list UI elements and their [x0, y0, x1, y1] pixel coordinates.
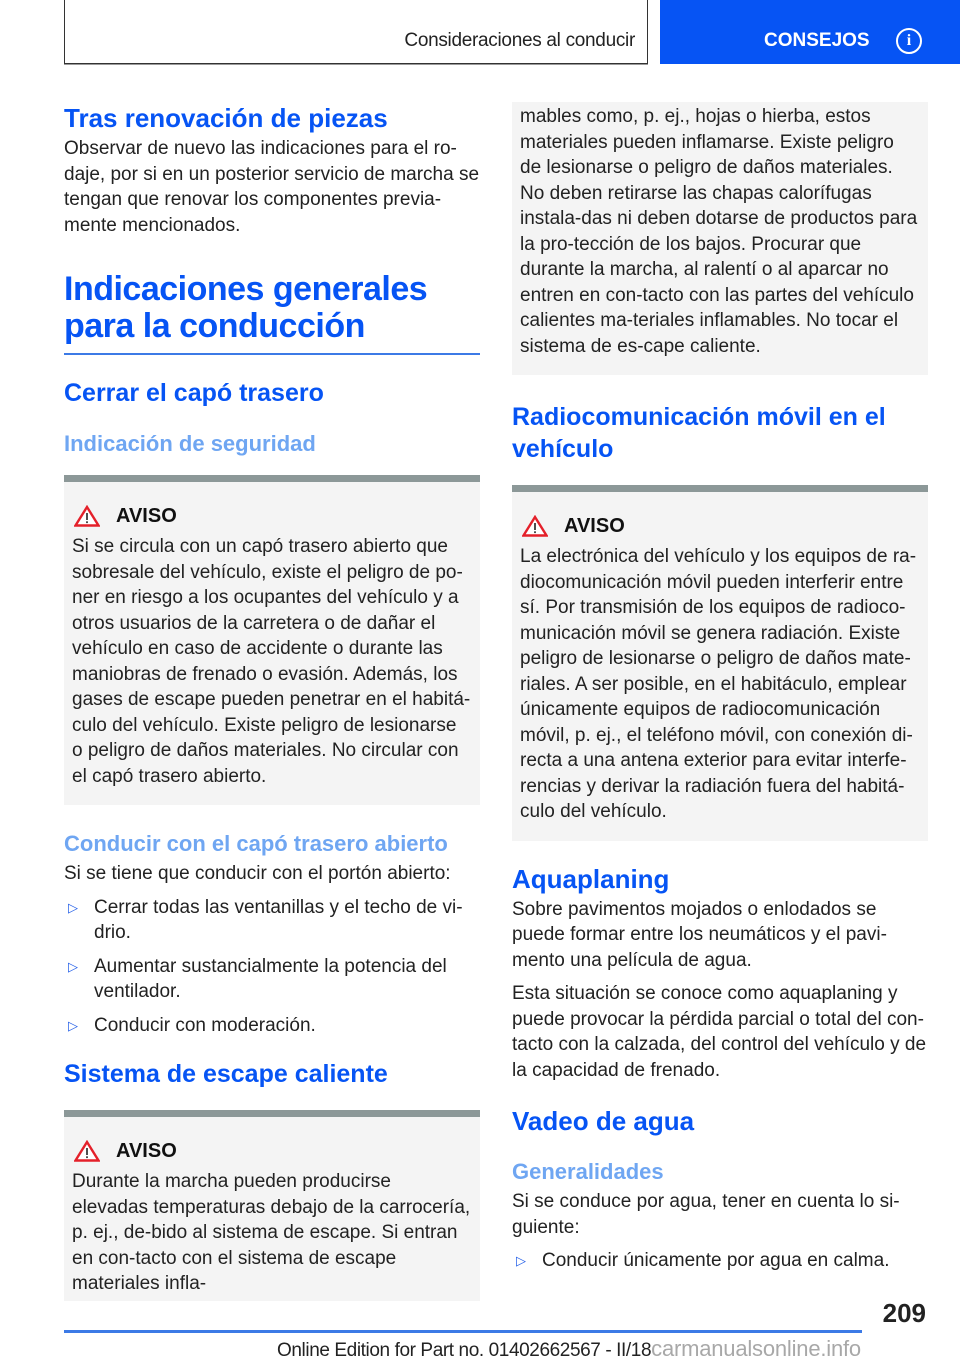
chapter-tab[interactable] [660, 0, 960, 64]
warning-title: AVISO [564, 514, 625, 537]
bullet-list [64, 895, 480, 1039]
left-column [64, 102, 480, 1301]
heading-cerrar-capo: Cerrar el capó trasero [64, 379, 324, 407]
section-header [64, 0, 648, 64]
triangle-bullet-icon: ▷ [68, 958, 78, 974]
section-title: Consideraciones al conducir [404, 30, 635, 51]
heading-aquaplaning: Aquaplaning [512, 863, 670, 894]
footer [277, 1336, 861, 1362]
main-heading-line2: para la conducción [64, 307, 365, 345]
warning-box [64, 475, 480, 805]
paragraph: Sobre pavimentos mojados o enlodados se puede formar entre los neumáticos y el pavi-mento una película de agua. [512, 898, 887, 971]
triangle-bullet-icon: ▷ [68, 899, 78, 915]
heading-rule [64, 353, 480, 355]
list-item: ▷ Conducir únicamente por agua en calma. [512, 1248, 928, 1274]
list-item: ▷ Cerrar todas las ventanillas y el techo de vi-drio. [68, 896, 463, 943]
list-item: ▷ Aumentar sustancialmente la potencia del ventilador. [68, 955, 447, 1002]
warning-box [64, 1110, 480, 1301]
warning-box [512, 485, 928, 841]
list-item: ▷ Conducir con moderación. [64, 1013, 480, 1039]
heading-escape-caliente: Sistema de escape caliente [64, 1060, 388, 1088]
warning-title: AVISO [116, 504, 177, 527]
main-heading [64, 271, 480, 345]
chapter-title: CONSEJOS [764, 30, 870, 51]
subheading-generalidades: Generalidades [512, 1159, 664, 1184]
warning-title: AVISO [116, 1139, 177, 1162]
footer-rule [64, 1330, 862, 1333]
warning-text: mables como, p. ej., hojas o hierba, estos materiales pueden inflamarse. Existe peligro de lesionarse o peligro de daños materiales. No deben retirarse las chapas calorífugas instala-das ni deben dotarse de productos para la pro-tección de los bajos. Procurar que durante la marcha, al ralentí o al aparcar no entren en con-tacto con las partes del vehículo calientes ma-teriales inflamables. No tocar el sistema de es-cape caliente. [520, 106, 918, 357]
page-number: 209 [882, 1298, 926, 1328]
warning-box-continued [512, 102, 928, 375]
warning-triangle-icon [74, 1140, 100, 1162]
heading-radiocomunicacion: Radiocomunicación móvil en el vehículo [512, 403, 886, 463]
heading-vadeo: Vadeo de agua [512, 1106, 695, 1136]
right-column [512, 102, 928, 1274]
heading-tras-renovacion: Tras renovación de piezas [64, 103, 388, 133]
paragraph: Si se tiene que conducir con el portón abierto: [64, 863, 451, 884]
subheading-conducir-abierto: Conducir con el capó trasero abierto [64, 831, 448, 856]
warning-text: La electrónica del vehículo y los equipos de ra-diocomunicación móvil pueden interferir entre sí. Por transmisión de los equipos de radioco-municación móvil se genera radiación. Existe peligro de lesionarse o peligro de daños mate-riales. A ser posible, en el habitáculo, emplear únicamente equipos de radiocomunicación móvil, p. ej., el teléfono móvil, con conexión di-recta a una antena exterior para evitar interfe-rencias y derivar la radiación fuera del habitá-culo del vehículo. [520, 546, 917, 822]
triangle-bullet-icon: ▷ [516, 1253, 526, 1268]
warning-text: Si se circula con un capó trasero abierto que sobresale del vehículo, existe el peligro de po-ner en riesgo a los ocupantes del vehículo y a otros usuarios de la carretera o de dañar el vehículo en caso de accidente o durante las maniobras de frenado o evasión. Además, los gases de escape pueden penetrar en el habitá-culo del vehículo. Existe peligro de lesionarse o peligro de daños materiales. No circular con el capó trasero abierto. [72, 536, 471, 787]
edition-text: Online Edition for Part no. 01402662567 - II/18 [277, 1340, 652, 1361]
main-heading-line1: Indicaciones generales [64, 270, 428, 308]
paragraph: Esta situación se conoce como aquaplaning y puede provocar la pérdida parcial o total del con-tacto con la calzada, del control del vehículo y de la capacidad de frenado. [512, 983, 927, 1081]
warning-text: Durante la marcha pueden producirse elevadas temperaturas debajo de la carrocería, p. ej., de-bido al sistema de escape. Si entran en con-tacto con el sistema de escape materiales infla- [72, 1171, 471, 1294]
info-icon: i [896, 28, 922, 54]
paragraph: Observar de nuevo las indicaciones para el ro-daje, por si en un posterior servicio de marcha se tengan que renovar los componentes previa-mente mencionados. [64, 138, 480, 236]
warning-triangle-icon [74, 505, 100, 527]
subheading-seguridad: Indicación de seguridad [64, 431, 316, 456]
paragraph: Si se conduce por agua, tener en cuenta lo si-guiente: [512, 1191, 900, 1238]
bullet-list [512, 1248, 928, 1274]
triangle-bullet-icon: ▷ [68, 1017, 78, 1033]
site-watermark: carmanualsonline.info [651, 1336, 861, 1361]
warning-triangle-icon [522, 515, 548, 537]
